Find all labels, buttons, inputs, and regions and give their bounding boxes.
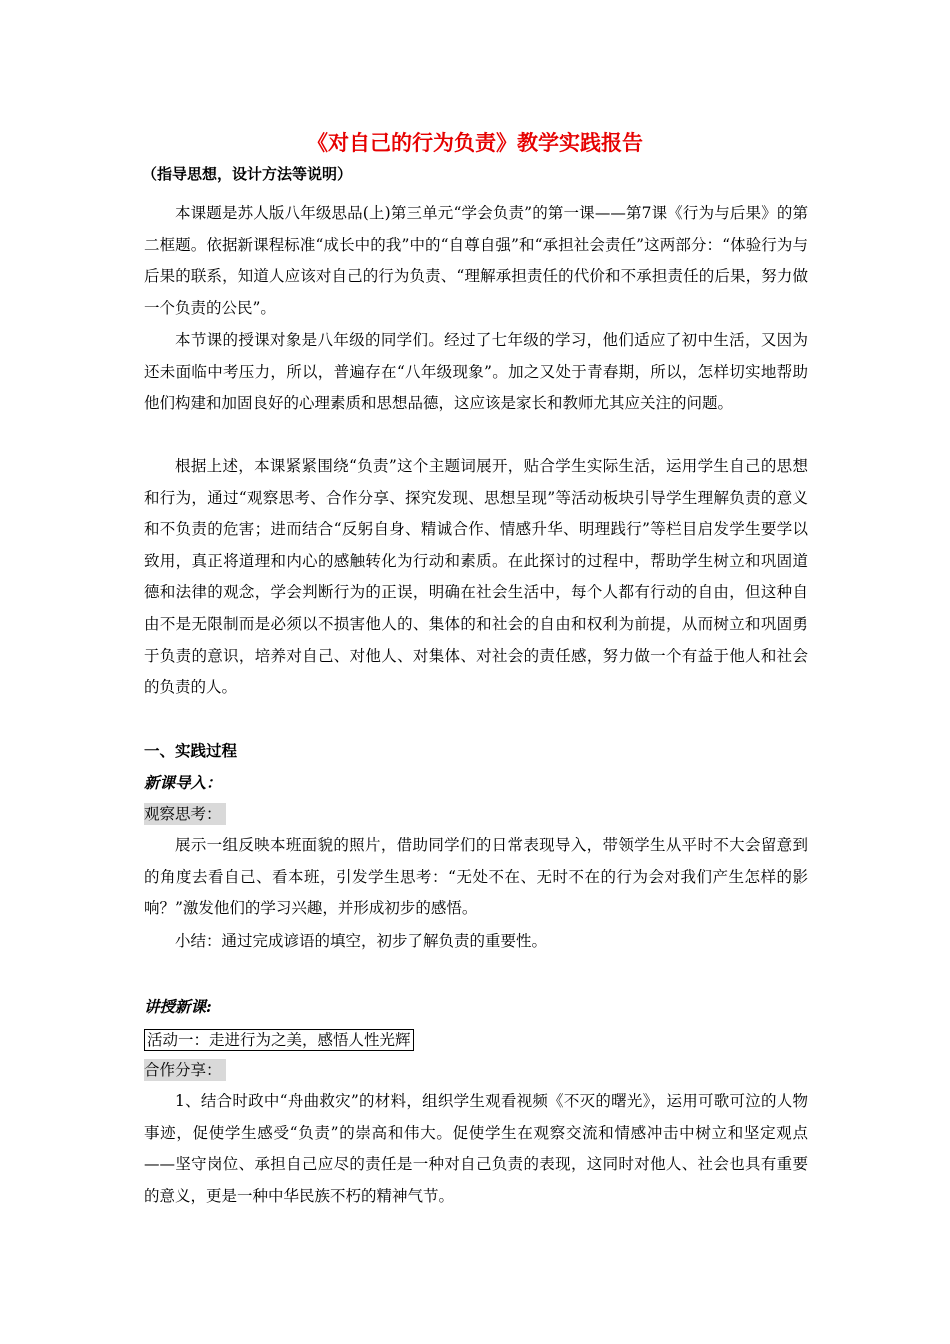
new-lesson-intro-label: 新课导入： <box>144 773 222 792</box>
intro-lesson-paragraph: 展示一组反映本班面貌的照片，借助同学们的日常表现导入，带领学生从平时不大会留意到的角度去看自己、看本班，引发学生思考：“无处不在、无时不在的行为会对我们产生怎样的影响？”激发他们的学习兴趣，并形成初步的感悟。 <box>144 836 808 918</box>
activity-one-label: 活动一：走进行为之美，感悟人性光辉 <box>144 1029 414 1051</box>
document-title: 《对自己的行为负责》教学实践报告 <box>307 130 643 155</box>
intro-paragraph-3: 根据上述，本课紧紧围绕“负责”这个主题词展开，贴合学生实际生活，运用学生自己的思想和行为，通过“观察思考、合作分享、探究发现、思想呈现”等活动板块引导学生理解负责的意义和不负责的危害；进而结合“反躬自身、精诚合作、情感升华、明理践行”等栏目启发学生要学以致用，真正将道理和内心的感触转化为行动和素质。在此探讨的过程中，帮助学生树立和巩固道德和法律的观念，学会判断行为的正误，明确在社会生活中，每个人都有行动的自由，但这种自由不是无限制而是必须以不损害他人的、集体的和社会的自由和权利为前提，从而树立和巩固勇于负责的意识，培养对自己、对他人、对集体、对社会的责任感，努力做一个有益于他人和社会的负责的人。 <box>144 457 808 697</box>
intro-lesson-summary: 小结：通过完成谚语的填空，初步了解负责的重要性。 <box>175 932 548 950</box>
intro-paragraph-2: 本节课的授课对象是八年级的同学们。经过了七年级的学习，他们适应了初中生活，又因为还未面临中考压力，所以，普遍存在“八年级现象”。加之又处于青春期，所以，怎样切实地帮助他们构建和加固良好的心理素质和思想品德，这应该是家长和教师尤其应关注的问题。 <box>144 331 808 413</box>
section-heading-practice: 一、实践过程 <box>144 741 238 760</box>
cooperate-share-label: 合作分享： <box>144 1059 226 1081</box>
document-subtitle: （指导思想，设计方法等说明） <box>142 165 353 183</box>
teaching-label: 讲授新课: <box>144 997 212 1016</box>
observe-think-label: 观察思考： <box>144 803 226 825</box>
teaching-paragraph-1: 1、结合时政中“舟曲救灾”的材料，组织学生观看视频《不灭的曙光》，运用可歌可泣的人物事迹，促使学生感受“负责”的崇高和伟大。促使学生在观察交流和情感冲击中树立和坚定观点——坚守岗位、承担自己应尽的责任是一种对自己负责的表现，这同时对他人、社会也具有重要的意义，更是一种中华民族不朽的精神气节。 <box>144 1092 808 1205</box>
intro-paragraph-1: 本课题是苏人版八年级思品(上)第三单元“学会负责”的第一课——第7课《行为与后果》的第二框题。依据新课程标准“成长中的我”中的“自尊自强”和“承担社会责任”这两部分：“体验行为与后果的联系，知道人应该对自己的行为负责、“理解承担责任的代价和不承担责任的后果，努力做一个负责的公民”。 <box>144 204 808 317</box>
